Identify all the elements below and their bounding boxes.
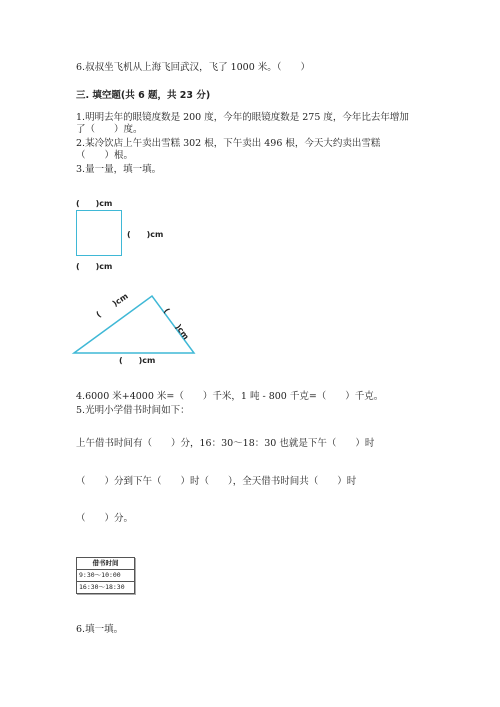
question-2-line-2: （ ）根。 bbox=[76, 150, 134, 161]
question-5-line-1: 上午借书时间有（ ）分，16：30～18：30 也就是下午（ ）时 bbox=[76, 438, 375, 449]
triangle-right-label: ( )cm bbox=[161, 306, 191, 342]
square-right-label: ( )cm bbox=[127, 230, 164, 239]
question-3: 3.量一量，填一填。 bbox=[76, 164, 162, 175]
square-top-label: ( )cm bbox=[76, 199, 113, 208]
table-row: 16:30～18:30 bbox=[79, 583, 125, 591]
table-row: 9:30～10:00 bbox=[77, 570, 134, 582]
question-4: 4.6000 米+4000 米=（ ）千米，1 吨 - 800 千克=（ ）千克。 bbox=[76, 391, 384, 402]
question-5-line-2: （ ）分到下午（ ）时（ ），全天借书时间共（ ）时 bbox=[76, 476, 357, 487]
borrowing-time-table bbox=[76, 557, 135, 594]
question-1-line-2: 了（ ）度。 bbox=[76, 124, 143, 135]
question-1-line-1: 1.明明去年的眼镜度数是 200 度，今年的眼镜度数是 275 度，今年比去年增加 bbox=[76, 112, 409, 123]
question-6-previous: 6.叔叔坐飞机从上海飞回武汉，飞了 1000 米。（ ） bbox=[76, 62, 311, 73]
section-title: 三. 填空题(共 6 题，共 23 分) bbox=[76, 90, 211, 101]
triangle-left-label: ( )cm bbox=[94, 291, 130, 320]
table-header: 借书时间 bbox=[77, 558, 134, 570]
question-6: 6.填一填。 bbox=[76, 624, 124, 635]
question-5-title: 5.光明小学借书时间如下： bbox=[76, 405, 190, 416]
question-5-line-3: （ ）分。 bbox=[76, 513, 134, 524]
question-2-line-1: 2.某冷饮店上午卖出雪糕 302 根，下午卖出 496 根，今天大约卖出雪糕 bbox=[76, 138, 381, 149]
square-bottom-label: ( )cm bbox=[76, 262, 113, 271]
triangle-bottom-label: ( )cm bbox=[119, 356, 156, 365]
